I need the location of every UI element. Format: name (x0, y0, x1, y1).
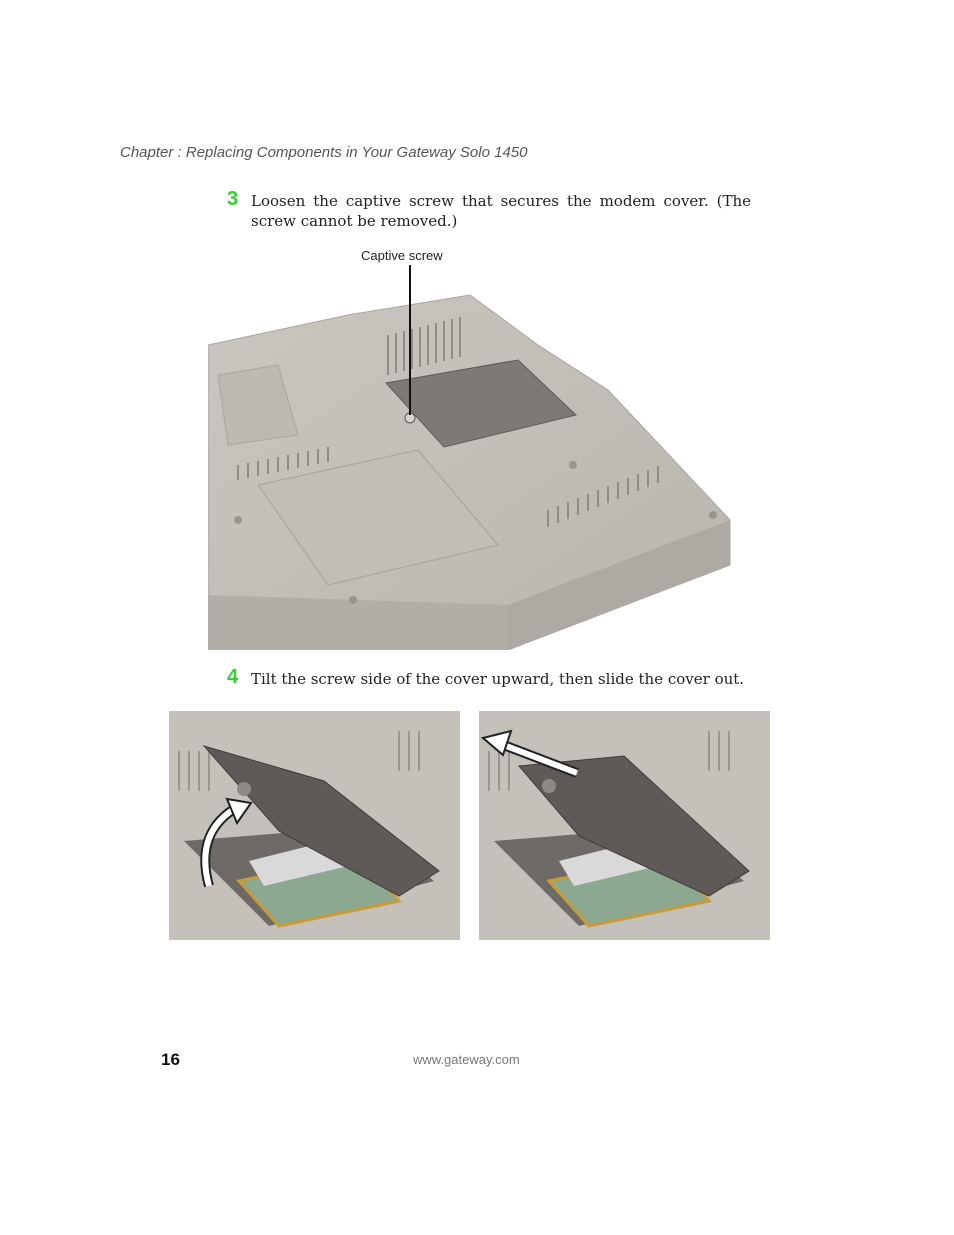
slide-cover-figure (479, 711, 770, 940)
footer-url: www.gateway.com (413, 1052, 520, 1067)
captive-screw-label: Captive screw (361, 248, 443, 263)
step-4-number: 4 (227, 666, 239, 688)
chapter-header: Chapter : Replacing Components in Your Gateway Solo 1450 (120, 144, 528, 161)
step-4-text: Tilt the screw side of the cover upward, then slide the cover out. (251, 670, 745, 688)
step-3-text: Loosen the captive screw that secures the modem cover. (The screw cannot be removed.) (251, 192, 751, 230)
tilt-cover-figure (169, 711, 460, 940)
page-number: 16 (161, 1050, 180, 1069)
laptop-underside-figure (208, 265, 733, 650)
step-3-number: 3 (227, 188, 239, 210)
